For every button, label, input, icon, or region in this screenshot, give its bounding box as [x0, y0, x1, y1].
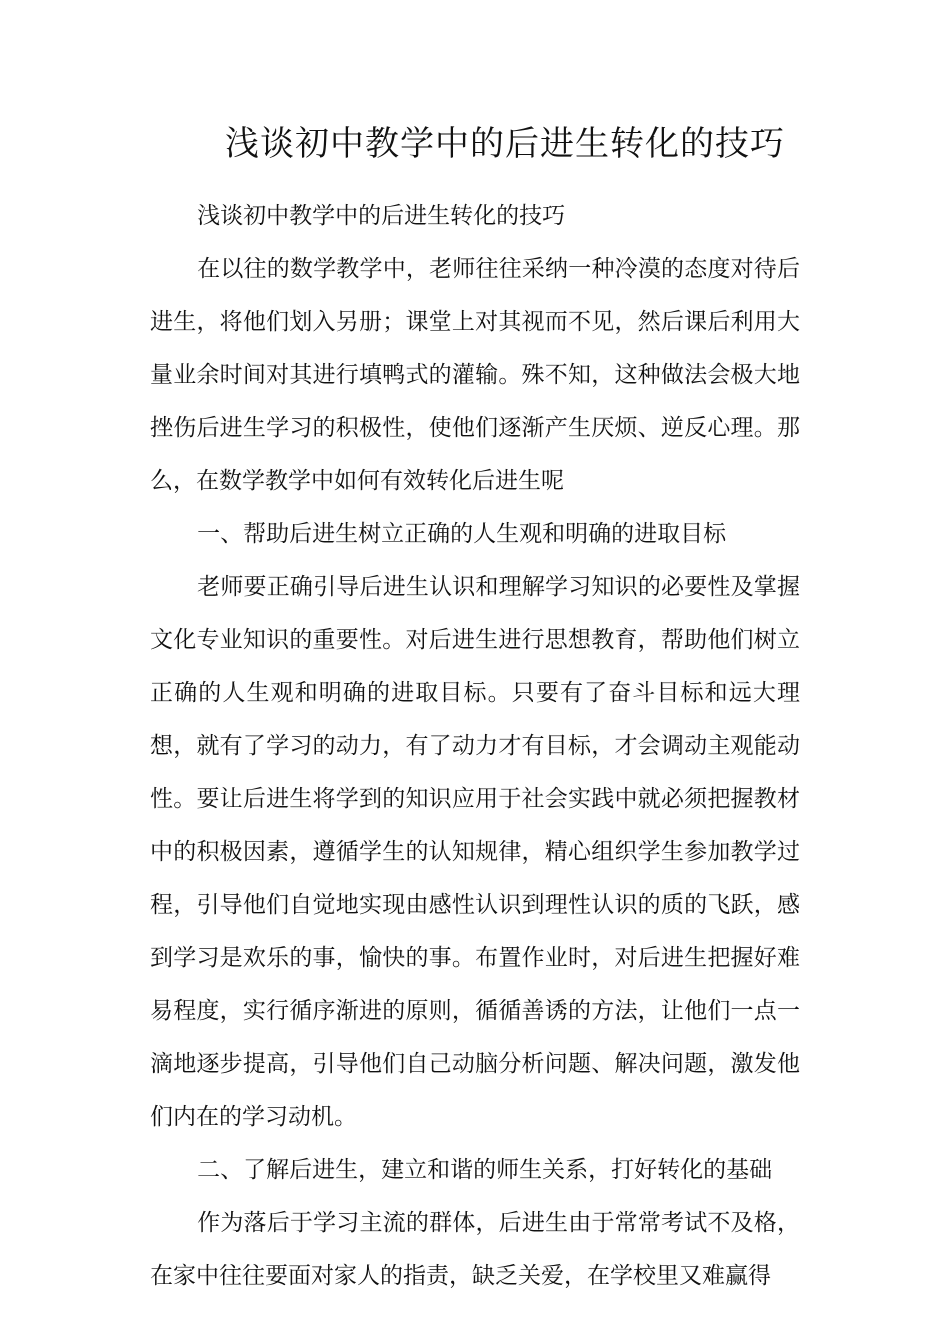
- paragraph-subtitle: 浅谈初中教学中的后进生转化的技巧: [197, 203, 566, 229]
- paragraph-intro: 在以往的数学教学中，老师往往采纳一种冷漠的态度对待后进生，将他们划入另册；课堂上对其视而不见，然后课后利用大量业余时间对其进行填鸭式的灌输。殊不知，这种做法会极大地挫伤后进生学习的积极性，使他们逐渐产生厌烦、逆反心理。那么，在数学教学中如何有效转化后进生呢: [150, 256, 800, 494]
- section-heading-1: 一、帮助后进生树立正确的人生观和明确的进取目标: [197, 521, 727, 547]
- document-title: 浅谈初中教学中的后进生转化的技巧: [225, 124, 785, 164]
- section-heading-2: 二、了解后进生，建立和谐的师生关系，打好转化的基础: [197, 1157, 773, 1183]
- paragraph-section-2: 作为落后于学习主流的群体，后进生由于常常考试不及格，在家中往往要面对家人的指责，缺乏关爱，在学校里又难赢得: [150, 1210, 800, 1289]
- paragraph-section-1: 老师要正确引导后进生认识和理解学习知识的必要性及掌握文化专业知识的重要性。对后进生进行思想教育，帮助他们树立正确的人生观和明确的进取目标。只要有了奋斗目标和远大理想，就有了学习的动力，有了动力才有目标，才会调动主观能动性。要让后进生将学到的知识应用于社会实践中就必须把握教材中的积极因素，遵循学生的认知规律，精心组织学生参加教学过程，引导他们自觉地实现由感性认识到理性认识的质的飞跃，感到学习是欢乐的事，愉快的事。布置作业时，对后进生把握好难易程度，实行循序渐进的原则，循循善诱的方法，让他们一点一滴地逐步提高，引导他们自己动脑分析问题、解决问题，激发他们内在的学习动机。: [150, 574, 800, 1130]
- document-body: [150, 190, 800, 1303]
